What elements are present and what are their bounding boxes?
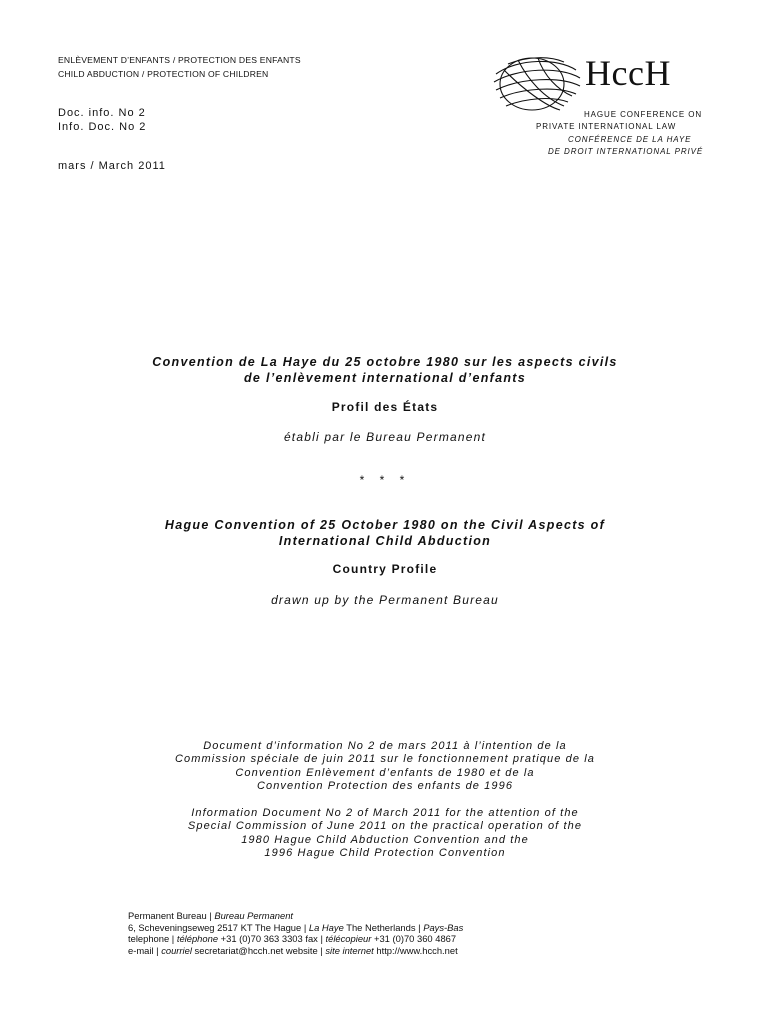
logo-line-1: HAGUE CONFERENCE ON: [584, 110, 702, 119]
byline-en: drawn up by the Permanent Bureau: [271, 593, 499, 607]
logo-line-2: PRIVATE INTERNATIONAL LAW: [536, 122, 677, 131]
title-fr-line2: de l’enlèvement international d’enfants: [244, 371, 526, 385]
byline-fr: établi par le Bureau Permanent: [283, 430, 487, 444]
note-fr-line: Document d’information No 2 de mars 2011 à l’intention de la: [203, 740, 567, 752]
note-en-line: 1980 Hague Child Abduction Convention and the: [241, 834, 529, 846]
footer-line-web: e-mail | courriel secretariat@hcch.net website | site internet http://www.hcch.net: [128, 944, 458, 956]
logo-line-3: CONFÉRENCE DE LA HAYE: [568, 135, 692, 144]
footer-line-address: 6, Scheveningseweg 2517 KT The Hague | La Haye The Netherlands | Pays-Bas: [128, 921, 464, 933]
doc-number-fr: Doc. info. No 2: [58, 107, 146, 119]
note-en-line: Information Document No 2 of March 2011 for the attention of the: [191, 807, 579, 819]
contact-footer: [128, 910, 463, 956]
subtitle-en: Country Profile: [332, 562, 438, 576]
note-fr-line: Convention Enlèvement d’enfants de 1980 et de la: [235, 767, 535, 779]
note-fr-line: Convention Protection des enfants de 1996: [256, 780, 514, 792]
globe-icon: [488, 50, 588, 120]
title-fr-line1: Convention de La Haye du 25 octobre 1980 sur les aspects civils: [152, 355, 618, 369]
title-en-line2: International Child Abduction: [278, 534, 492, 548]
subtitle-fr: Profil des États: [331, 400, 439, 414]
separator: * * *: [359, 473, 411, 487]
logo-wordmark: HccH: [585, 53, 671, 93]
doc-number-en: Info. Doc. No 2: [58, 121, 147, 133]
footer-line-office: Permanent Bureau | Bureau Permanent: [128, 910, 294, 921]
note-en-line: 1996 Hague Child Protection Convention: [264, 847, 506, 859]
category-line-en: CHILD ABDUCTION / PROTECTION OF CHILDREN: [58, 69, 269, 79]
note-en-line: Special Commission of June 2011 on the practical operation of the: [187, 820, 583, 832]
hcch-logo: [488, 50, 728, 170]
category-line-fr: ENLÈVEMENT D’ENFANTS / PROTECTION DES ENFANTS: [58, 55, 301, 65]
title-en-line1: Hague Convention of 25 October 1980 on the Civil Aspects of: [164, 518, 606, 532]
document-date: mars / March 2011: [58, 160, 166, 172]
logo-line-4: DE DROIT INTERNATIONAL PRIVÉ: [548, 147, 704, 156]
note-fr-line: Commission spéciale de juin 2011 sur le fonctionnement pratique de la: [175, 753, 595, 765]
footer-line-phone: telephone | téléphone +31 (0)70 363 3303 fax | télécopieur +31 (0)70 360 4867: [128, 933, 457, 945]
